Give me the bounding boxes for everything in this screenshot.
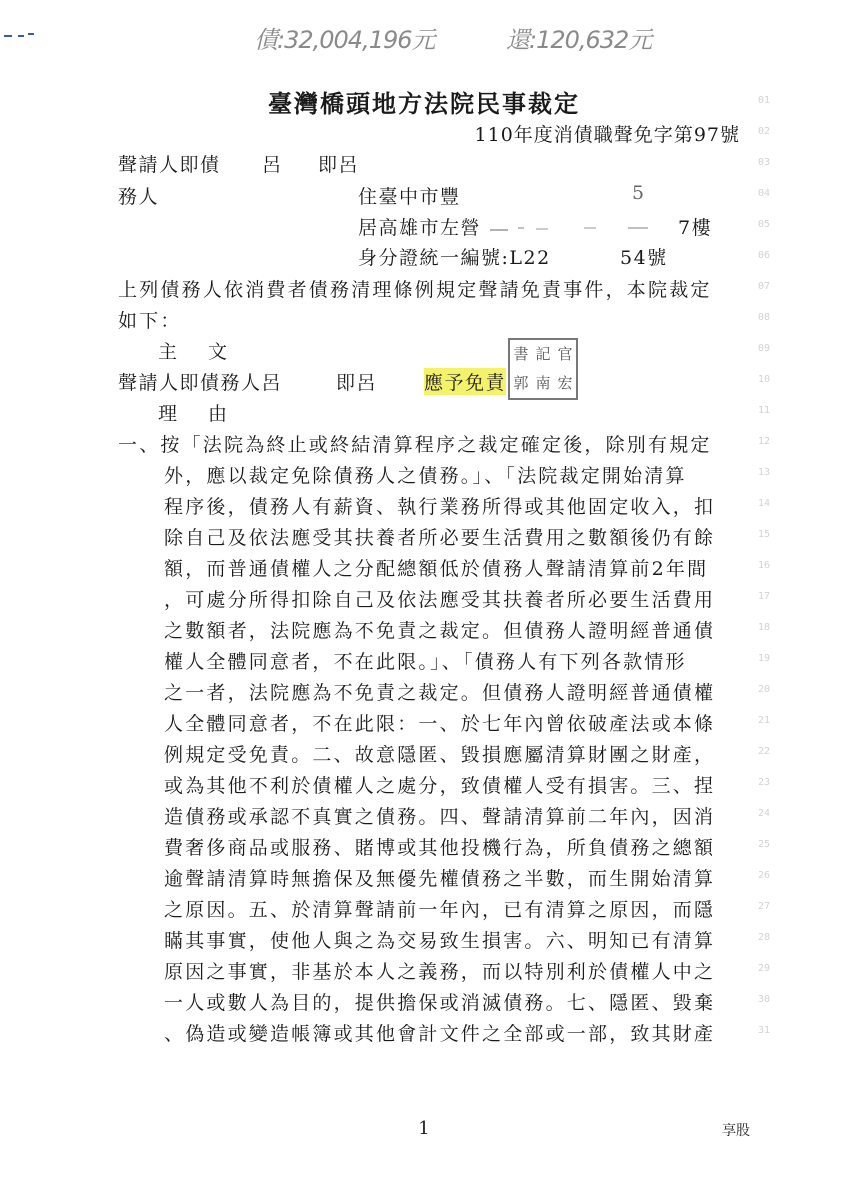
line-number: 23	[758, 777, 771, 788]
line-number: 07	[758, 281, 771, 292]
address-residence: 住臺中市豐	[358, 186, 461, 208]
line-number: 29	[758, 963, 771, 974]
reason-line: ，可處分所得扣除自己及依法應受其扶養者所必要生活費用	[164, 589, 716, 611]
line-number: 10	[758, 374, 771, 385]
ruling-prefix: 聲請人即債務人呂	[118, 372, 283, 394]
reason-line: 之原因。五、於清算聲請前一年內，已有清算之原因，而隱	[164, 899, 716, 921]
applicant-label-cont: 務人	[118, 186, 160, 208]
handwritten-refund-amount: 還:120,632元	[506, 26, 652, 54]
stamp-char: 記	[535, 345, 551, 363]
reason-line: 一、按「法院為終止或終結清算程序之裁定確定後，除別有規定	[118, 434, 712, 456]
line-number: 13	[758, 467, 771, 478]
line-number: 04	[758, 188, 771, 199]
reason-line: 或為其他不利於債權人之處分，致債權人受有損害。三、捏	[164, 775, 716, 797]
court-division: 享股	[722, 1123, 750, 1139]
line-number: 17	[758, 591, 771, 602]
line-number: 22	[758, 746, 771, 757]
stamp-char: 郭	[513, 374, 529, 392]
intro-line-2: 如下：	[118, 310, 182, 332]
stamp-char: 南	[535, 374, 551, 392]
scan-edge-marks	[0, 20, 36, 50]
stamp-char: 宏	[557, 374, 573, 392]
document-title: 臺灣橋頭地方法院民事裁定	[268, 89, 580, 118]
redacted-address-area	[488, 219, 678, 233]
reason-line: 例規定受免責。二、故意隱匿、毀損應屬清算財團之財產，	[164, 744, 716, 766]
reason-heading: 理 由	[158, 403, 234, 425]
stamp-char: 官	[557, 345, 573, 363]
handwritten-debt-amount: 債:32,004,196元	[254, 26, 435, 54]
reason-line: 除自己及依法應受其扶養者所必要生活費用之數額後仍有餘	[164, 527, 716, 549]
stamp-char: 書	[513, 345, 529, 363]
reason-line: 外，應以裁定免除債務人之債務。」、「法院裁定開始清算	[164, 465, 687, 487]
line-number: 01	[758, 95, 771, 106]
reason-line: 權人全體同意者，不在此限。」、「債務人有下列各款情形	[164, 651, 687, 673]
line-number: 30	[758, 994, 771, 1005]
line-number: 16	[758, 560, 771, 571]
line-number: 31	[758, 1025, 771, 1036]
line-number: 24	[758, 808, 771, 819]
line-number: 08	[758, 312, 771, 323]
reason-line: 逾聲請清算時無擔保及無優先權債務之半數，而生開始清算	[164, 868, 716, 890]
reason-line: 、偽造或變造帳簿或其他會計文件之全部或一部，致其財產	[164, 1023, 716, 1045]
clerk-seal-stamp	[508, 338, 578, 400]
case-number: 110年度消債職聲免字第97號	[474, 124, 740, 146]
reason-line: 一人或數人為目的，提供擔保或消滅債務。七、隱匿、毀棄	[164, 992, 716, 1014]
reason-line: 原因之事實，非基於本人之義務，而以特別利於債權人中之	[164, 961, 716, 983]
line-number: 18	[758, 622, 771, 633]
reason-line: 造債務或承認不真實之債務。四、聲請清算前二年內，因消	[164, 806, 716, 828]
main-heading: 主 文	[158, 341, 234, 363]
reason-line: 人全體同意者，不在此限：一、於七年內曾依破產法或本條	[164, 713, 716, 735]
line-number: 19	[758, 653, 771, 664]
reason-line: 之一者，法院應為不免責之裁定。但債務人證明經普通債權	[164, 682, 716, 704]
applicant-label: 聲請人即債	[118, 154, 221, 176]
ruling-decision: 應予免責	[424, 368, 506, 395]
line-number: 25	[758, 839, 771, 850]
line-number: 26	[758, 870, 771, 881]
reason-line: 之數額者，法院應為不免責之裁定。但債務人證明經普通債	[164, 620, 716, 642]
line-number: 11	[758, 405, 771, 416]
line-number: 27	[758, 901, 771, 912]
line-number: 15	[758, 529, 771, 540]
line-number: 09	[758, 343, 771, 354]
id-number-label: 身分證統一編號:L22	[358, 247, 551, 269]
id-number-tail: 54號	[620, 247, 668, 269]
line-number: 28	[758, 932, 771, 943]
line-number: 14	[758, 498, 771, 509]
line-number: 05	[758, 219, 771, 230]
address-dwelling-floor: 7樓	[678, 217, 713, 239]
line-number: 03	[758, 157, 771, 168]
reason-line: 程序後，債務人有薪資、執行業務所得或其他固定收入，扣	[164, 496, 716, 518]
reason-line: 瞞其事實，使他人與之為交易致生損害。六、明知已有清算	[164, 930, 716, 952]
reason-line: 費奢侈商品或服務、賭博或其他投機行為，所負債務之總額	[164, 837, 716, 859]
address-residence-tail: 5	[632, 182, 646, 204]
applicant-aka: 即呂	[318, 154, 360, 176]
line-number: 06	[758, 250, 771, 261]
address-dwelling: 居高雄市左營	[358, 217, 482, 239]
ruling-aka: 即呂	[336, 372, 378, 394]
intro-line-1: 上列債務人依消費者債務清理條例規定聲請免責事件，本院裁定	[118, 279, 712, 301]
line-number: 20	[758, 684, 771, 695]
applicant-surname: 呂	[262, 154, 283, 176]
page-number: 1	[418, 1118, 430, 1139]
line-number: 02	[758, 126, 771, 137]
line-number: 12	[758, 436, 771, 447]
reason-line: 額，而普通債權人之分配總額低於債務人聲請清算前2年間	[164, 558, 709, 580]
line-number: 21	[758, 715, 771, 726]
